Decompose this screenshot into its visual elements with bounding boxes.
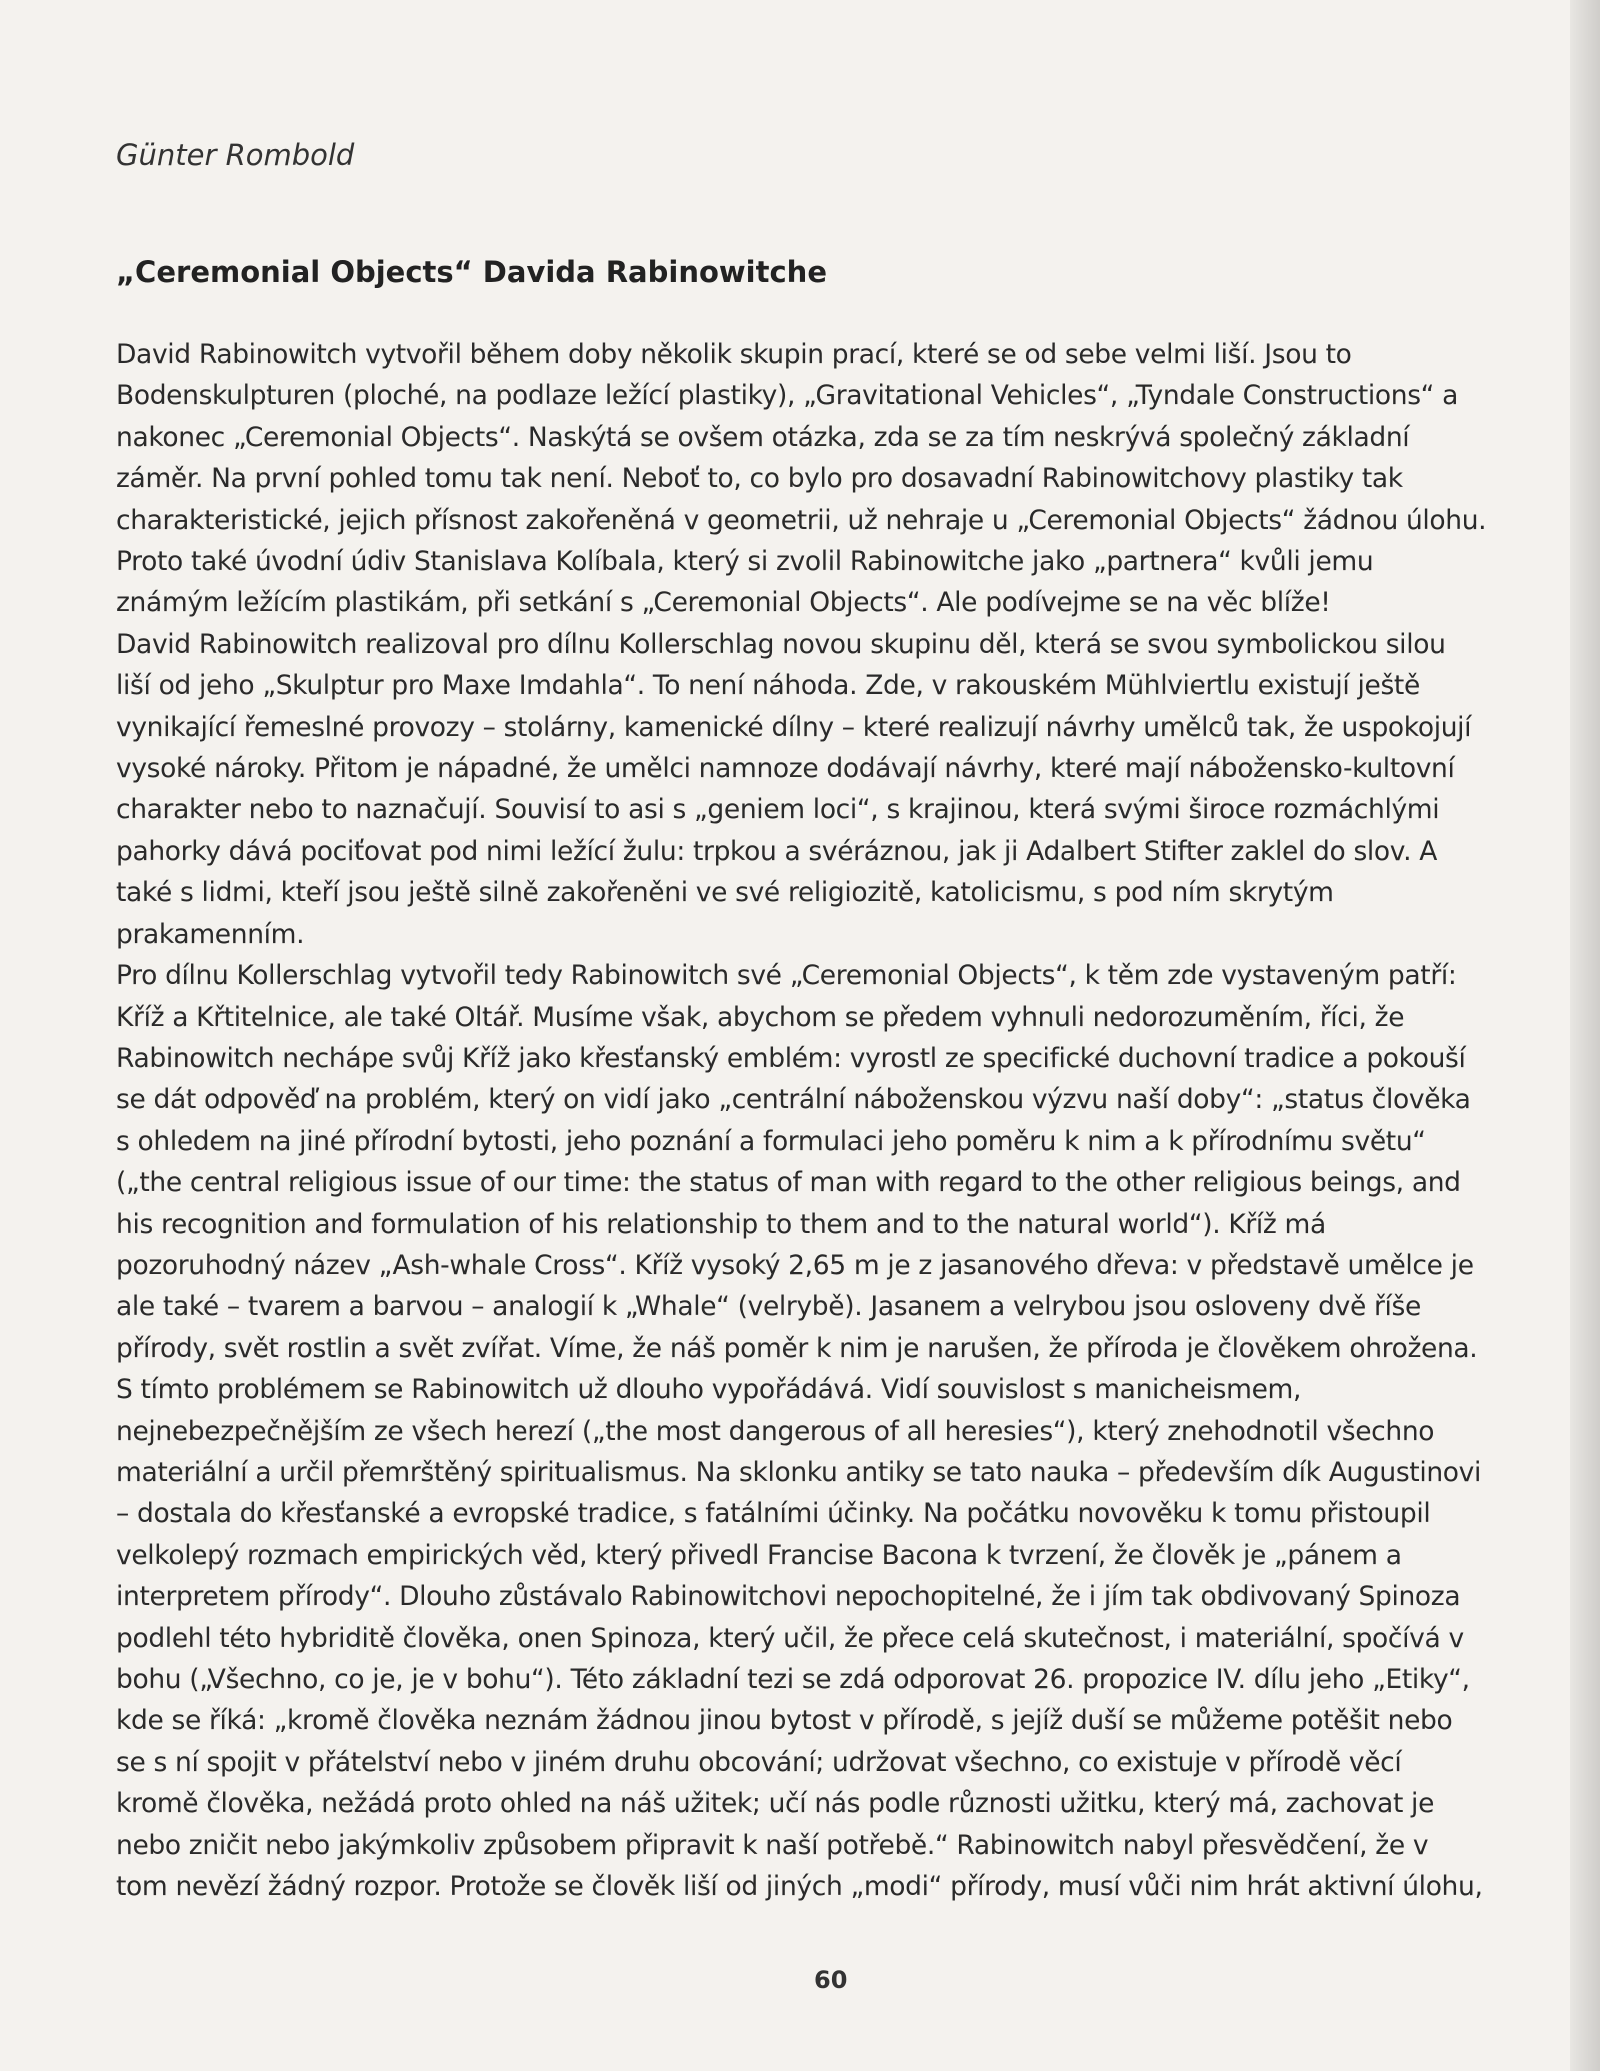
author-name: Günter Rombold — [116, 138, 355, 172]
text-line: David Rabinowitch realizoval pro dílnu Kollerschlag novou skupinu děl, která se svou symbolickou silou — [116, 628, 1446, 660]
text-line: přírody, svět rostlin a svět zvířat. Víme, že náš poměr k nim je narušen, že příroda je člověkem ohrožena. — [116, 1332, 1478, 1364]
text-line: prakamenním. — [116, 918, 305, 950]
text-line: se dát odpověď na problém, který on vidí jako „centrální náboženskou výzvu naší doby“: „status člověka — [116, 1084, 1471, 1116]
text-line: se s ní spojit v přátelství nebo v jiném druhu obcování; udržovat všechno, co existuje v přírodě věcí — [116, 1746, 1402, 1778]
text-line: S tímto problémem se Rabinowitch už dlouho vypořádává. Vidí souvislost s manicheismem, — [116, 1374, 1302, 1406]
text-line: Kříž a Křtitelnice, ale také Oltář. Musíme však, abychom se předem vyhnuli nedorozuměním, říci, že — [116, 1001, 1405, 1033]
text-line: vysoké nároky. Přitom je nápadné, že umělci namnoze dodávají návrhy, které mají nábožensko-kultovní — [116, 753, 1455, 785]
text-line: s ohledem na jiné přírodní bytosti, jeho poznání a formulaci jeho poměru k nim a k přírodnímu světu“ — [116, 1125, 1426, 1157]
text-line: podlehl této hybriditě člověka, onen Spinoza, který učil, že přece celá skutečnost, i materiální, spočívá v — [116, 1622, 1464, 1654]
text-line: materiální a určil přemrštěný spiritualismus. Na sklonku antiky se tato nauka – především dík Augustinovi — [116, 1456, 1481, 1488]
text-line: his recognition and formulation of his relationship to them and to the natural world“). Kříž má — [116, 1208, 1326, 1240]
text-line: David Rabinowitch vytvořil během doby několik skupin prací, které se od sebe velmi liší. Jsou to — [116, 339, 1352, 370]
text-line: Proto také úvodní údiv Stanislava Kolíbala, který si zvolil Rabinowitche jako „partnera“ kvůli jemu — [116, 546, 1374, 578]
text-line: bohu („Všechno, co je, je v bohu“). Této základní tezi se zdá odporovat 26. propozice IV. dílu jeho „Etiky“, — [116, 1664, 1470, 1695]
text-line: kromě člověka, nežádá proto ohled na náš užitek; učí nás podle různosti užitku, který má, zachovat je — [116, 1788, 1435, 1820]
text-line: kde se říká: „kromě člověka neznám žádnou jinou bytost v přírodě, s jejíž duší se můžeme potěšit nebo — [116, 1705, 1453, 1737]
text-line: Pro dílnu Kollerschlag vytvořil tedy Rabinowitch své „Ceremonial Objects“, k těm zde vystaveným patří: — [116, 960, 1457, 992]
text-line: ale také – tvarem a barvou – analogií k „Whale“ (velrybě). Jasanem a velrybou jsou osloveny dvě říše — [116, 1291, 1421, 1323]
text-line: vynikající řemeslné provozy – stolárny, kamenické dílny – které realizují návrhy umělců tak, že uspokojují — [116, 711, 1472, 743]
text-line: záměr. Na první pohled tomu tak není. Neboť to, co bylo pro dosavadní Rabinowitchovy plastiky tak — [116, 463, 1403, 495]
text-line: nejnebezpečnějším ze všech herezí („the most dangerous of all heresies“), který znehodnotil všechno — [116, 1415, 1435, 1447]
article-body — [116, 334, 1536, 1907]
article-title: „Ceremonial Objects“ Davida Rabinowitche — [116, 255, 827, 289]
text-line: pozoruhodný název „Ash-whale Cross“. Kříž vysoký 2,65 m je z jasanového dřeva: v představě umělce je — [116, 1249, 1474, 1281]
text-line: charakteristické, jejich přísnost zakořeněná v geometrii, už nehraje u „Ceremonial Objects“ žádnou úlohu. — [116, 504, 1487, 536]
page-edge — [1570, 0, 1600, 2071]
text-line: charakter nebo to naznačují. Souvisí to asi s „geniem loci“, s krajinou, která svými široce rozmáchlými — [116, 794, 1440, 826]
text-line: Rabinowitch nechápe svůj Kříž jako křesťanský emblém: vyrostl ze specifické duchovní tradice a pokouší — [116, 1042, 1466, 1074]
text-line: – dostala do křesťanské a evropské tradice, s fatálními účinky. Na počátku novověku k tomu přistoupil — [116, 1498, 1431, 1530]
text-line: interpretem přírody“. Dlouho zůstávalo Rabinowitchovi nepochopitelné, že i jím tak obdivovaný Spinoza — [116, 1581, 1461, 1613]
text-line: nakonec „Ceremonial Objects“. Naskýtá se ovšem otázka, zda se za tím neskrývá společný základní — [116, 421, 1410, 453]
text-line: pahorky dává pociťovat pod nimi ležící žulu: trpkou a svéráznou, jak ji Adalbert Stifter zaklel do slov. A — [116, 835, 1438, 867]
text-line: velkolepý rozmach empirických věd, který přivedl Francise Bacona k tvrzení, že člověk je „pánem a — [116, 1539, 1402, 1571]
text-line: také s lidmi, kteří jsou ještě silně zakořeněni ve své religiozitě, katolicismu, s pod ním skrytým — [116, 877, 1334, 909]
text-line: známým ležícím plastikám, při setkání s „Ceremonial Objects“. Ale podívejme se na věc blíže! — [116, 587, 1331, 619]
text-line: Bodenskulpturen (ploché, na podlaze ležící plastiky), „Gravitational Vehicles“, „Tyndale Constructions“ a — [116, 380, 1459, 412]
text-line: nebo zničit nebo jakýmkoliv způsobem připravit k naší potřebě.“ Rabinowitch nabyl přesvědčení, že v — [116, 1829, 1429, 1861]
text-line: liší od jeho „Skulptur pro Maxe Imdahla“. To není náhoda. Zde, v rakouském Mühlviertlu existují ještě — [116, 670, 1420, 702]
text-line: („the central religious issue of our time: the status of man with regard to the other religious beings, and — [116, 1167, 1461, 1199]
text-line: tom nevězí žádný rozpor. Protože se člověk liší od jiných „modi“ přírody, musí vůči nim hrát aktivní úlohu, — [116, 1871, 1483, 1903]
page-number: 60 — [814, 1966, 848, 1994]
